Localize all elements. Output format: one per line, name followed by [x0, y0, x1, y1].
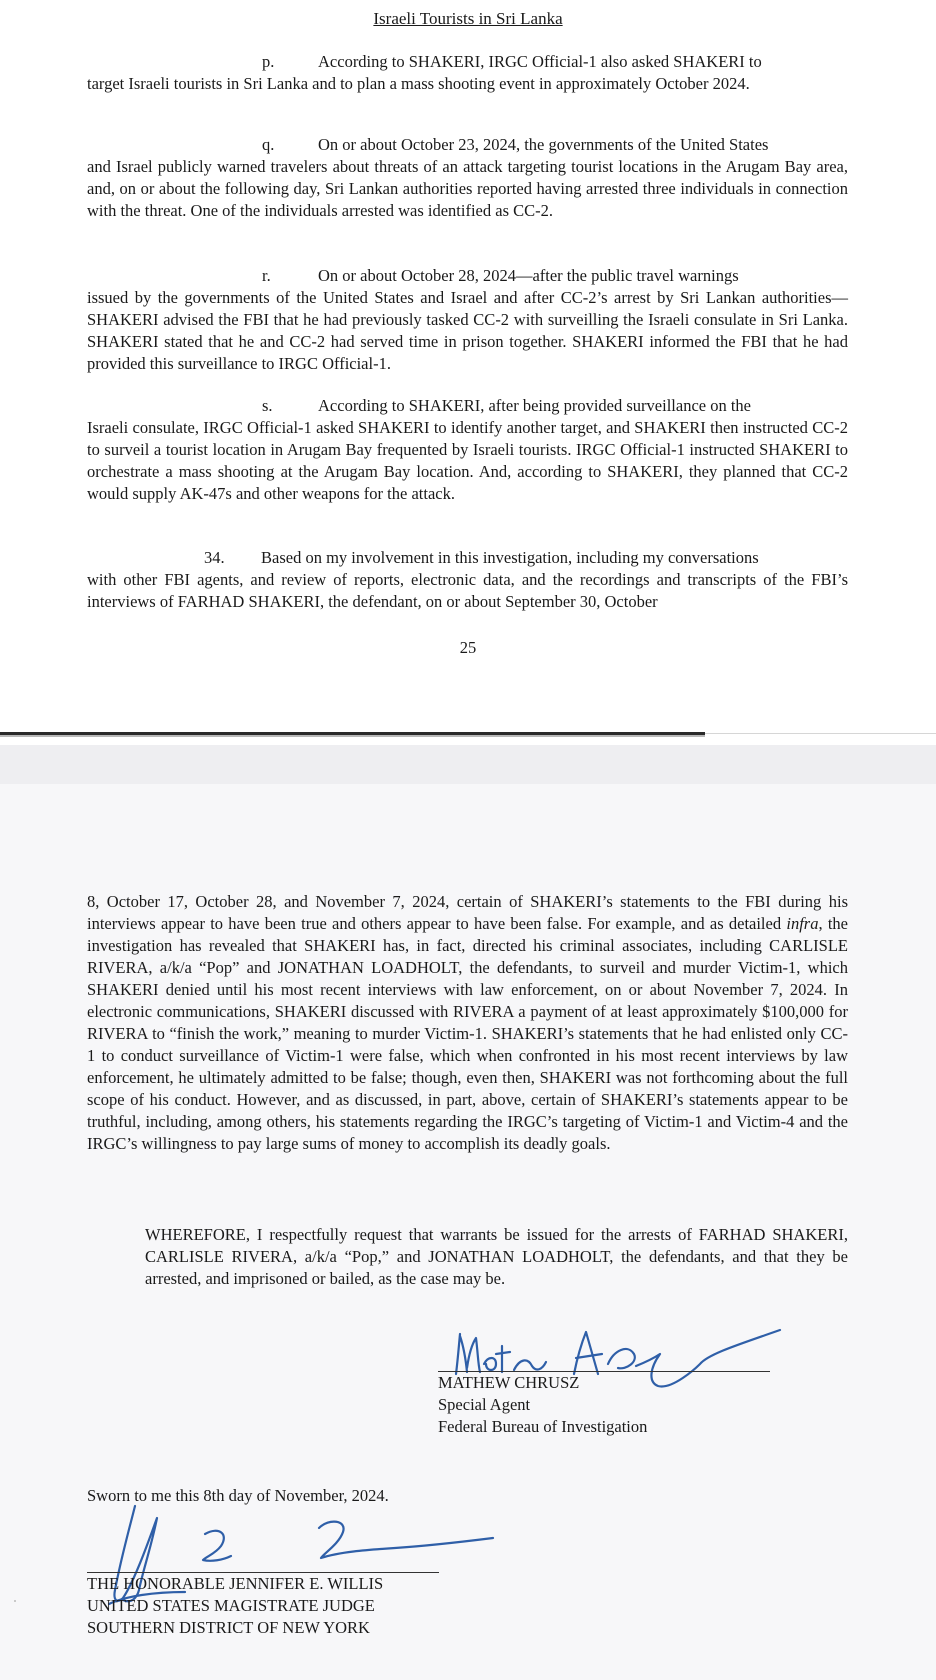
paragraph-first-line: Based on my involvement in this investigation, including my conversations [261, 548, 759, 567]
paragraph-label: s. [262, 396, 273, 415]
agent-name: MATHEW CHRUSZ [438, 1373, 580, 1392]
section-heading: Israeli Tourists in Sri Lanka [373, 9, 563, 28]
page-edge-line [705, 733, 936, 734]
paragraph-body: and Israel publicly warned travelers about threats of an attack targeting tourist locations in the Arugam Bay area, and, on or about the following day, Sri Lankan authorities reported having arrested three individuals in connection with the threat. One of the individuals arrested was identified as CC-2. [87, 157, 848, 220]
paragraph-first-line: On or about October 23, 2024, the governments of the United States [318, 135, 769, 154]
paragraph-p [87, 51, 848, 95]
judge-signature-block [87, 1573, 383, 1639]
document-page-25 [0, 0, 936, 745]
document-page-26 [0, 784, 936, 1680]
continuation-text: 8, October 17, October 28, and November 7, 2024, certain of SHAKERI’s statements to the FBI during his interviews appear to have been true and others appear to have been false. For example, and as detailed [87, 892, 848, 933]
sworn-statement: Sworn to me this 8th day of November, 2024. [87, 1486, 389, 1505]
paragraph-body: target Israeli tourists in Sri Lanka and to plan a mass shooting event in approximately October 2024. [87, 74, 750, 93]
judge-title: UNITED STATES MAGISTRATE JUDGE [87, 1596, 375, 1615]
agent-agency: Federal Bureau of Investigation [438, 1417, 648, 1436]
continuation-italic: infra [786, 914, 819, 933]
page-separator [0, 745, 936, 784]
wherefore-paragraph [87, 1224, 848, 1290]
paragraph-first-line: According to SHAKERI, IRGC Official-1 also asked SHAKERI to [318, 52, 762, 71]
paragraph-first-line: On or about October 28, 2024—after the public travel warnings [318, 266, 739, 285]
wherefore-text: WHEREFORE, I respectfully request that warrants be issued for the arrests of FARHAD SHAKERI, CARLISLE RIVERA, a/k/a “Pop,” and JONATHAN LOADHOLT, the defendants, and that they be arrested, and imprisoned or bailed, as the case may be. [145, 1225, 848, 1288]
paragraph-body: Israeli consulate, IRGC Official-1 asked SHAKERI to identify another target, and SHAKERI then instructed CC-2 to surveil a tourist location in Arugam Bay frequented by Israeli tourists. IRGC Official-1 instructed SHAKERI to orchestrate a mass shooting at the Arugam Bay location. And, according to SHAKERI, they planned that CC-2 would supply AK-47s and other weapons for the attack. [87, 418, 848, 503]
paragraph-label: 34. [204, 548, 225, 567]
paragraph-r [87, 265, 848, 375]
continuation-text-2: , the investigation has revealed that SHAKERI has, in fact, directed his criminal associates, including CARLISLE RIVERA, a/k/a “Pop” and JONATHAN LOADHOLT, the defendants, to surveil and murder Victim-1, which SHAKERI denied until his most recent interviews with law enforcement, on or about November 7, 2024. In electronic communications, SHAKERI discussed with RIVERA a payment of at least approximately $100,000 for RIVERA to “finish the work,” meaning to murder Victim-1. SHAKERI’s statements that he had enlisted only CC-1 to conduct surveillance of Victim-1 were false, which when confronted in his most recent interviews by law enforcement, he ultimately admitted to be false; though, even then, SHAKERI was not forthcoming about the full scope of his conduct. However, and as discussed, in part, above, certain of SHAKERI’s statements appear to be truthful, including, among others, his statements regarding the IRGC’s targeting of Victim-1 and Victim-4 and the IRGC’s willingness to pay large sums of money to accomplish its deadly goals. [87, 914, 848, 1153]
paragraph-s [87, 395, 848, 505]
paragraph-34 [87, 547, 848, 613]
scan-speck [14, 1600, 16, 1602]
paragraph-body: issued by the governments of the United States and Israel and after CC-2’s arrest by Sri Lankan authorities—SHAKERI advised the FBI that he had previously tasked CC-2 with surveilling the Israeli consulate in Sri Lanka. SHAKERI stated that he and CC-2 had served time in prison together. SHAKERI informed the FBI that he had provided this surveillance to IRGC Official-1. [87, 288, 848, 373]
page-bottom-rule-shadow [0, 735, 705, 737]
paragraph-label: p. [262, 52, 275, 71]
paragraph-label: q. [262, 135, 275, 154]
judge-name: THE HONORABLE JENNIFER E. WILLIS [87, 1574, 384, 1593]
page-number: 25 [459, 638, 477, 657]
agent-signature-block [438, 1372, 647, 1438]
agent-title: Special Agent [438, 1395, 531, 1414]
paragraph-body: with other FBI agents, and review of reports, electronic data, and the recordings and transcripts of the FBI’s interviews of FARHAD SHAKERI, the defendant, on or about September 30, October [87, 570, 848, 611]
paragraph-label: r. [262, 266, 271, 285]
paragraph-first-line: According to SHAKERI, after being provided surveillance on the [318, 396, 752, 415]
paragraph-q [87, 134, 848, 222]
judge-district: SOUTHERN DISTRICT OF NEW YORK [87, 1618, 370, 1637]
paragraph-34-continued [87, 891, 848, 1155]
